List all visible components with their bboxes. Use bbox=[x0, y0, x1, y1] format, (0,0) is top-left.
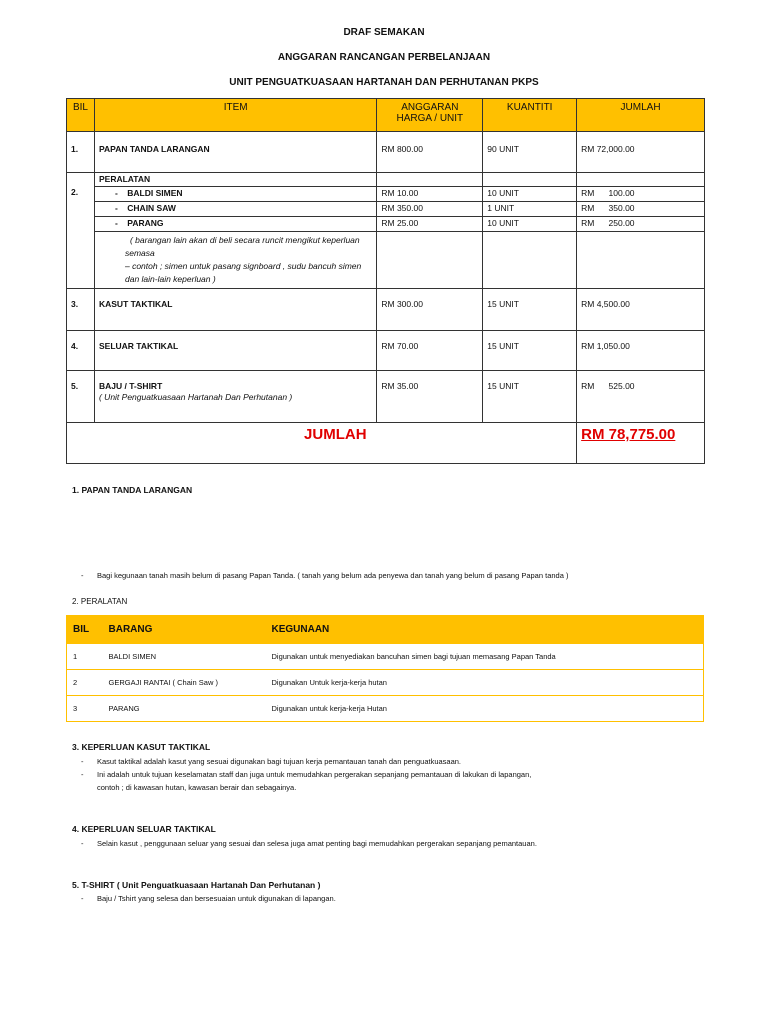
bullet-dash: - bbox=[114, 188, 118, 198]
row-item: PAPAN TANDA LARANGAN bbox=[94, 132, 376, 173]
row-kuantiti: 15 UNIT bbox=[483, 331, 577, 371]
row-item: SELUAR TAKTIKAL bbox=[94, 331, 376, 371]
row-kuantiti: 90 UNIT bbox=[483, 132, 577, 173]
budget-row bbox=[67, 371, 705, 423]
header-bil: BIL bbox=[67, 99, 95, 132]
header-kegunaan: KEGUNAAN bbox=[266, 616, 704, 644]
row-item: PERALATAN bbox=[94, 173, 376, 187]
header-anggaran bbox=[377, 99, 483, 132]
cell-barang: BALDI SIMEN bbox=[103, 644, 266, 670]
row-jumlah: RM 525.00 bbox=[577, 371, 705, 423]
bullet-dash: - bbox=[81, 894, 84, 903]
header-barang: BARANG bbox=[103, 616, 266, 644]
cell-bil: 1 bbox=[67, 644, 103, 670]
bullet-dash: - bbox=[81, 770, 84, 779]
doc-subtitle: ANGGARAN RANCANGAN PERBELANJAAN bbox=[277, 52, 491, 63]
subrow-kuantiti: 10 UNIT bbox=[483, 217, 577, 232]
row-bil: 1. bbox=[67, 132, 95, 173]
section-4-bullet: - Selain kasut , penggunaan seluar yang sesuai dan selesa juga amat penting bagi memudahkan pergerakan sepanjang pemantauan. bbox=[81, 839, 537, 848]
row-harga: RM 800.00 bbox=[377, 132, 483, 173]
cell-kegunaan: Digunakan untuk menyediakan bancuhan simen bagi tujuan memasang Papan Tanda bbox=[266, 644, 704, 670]
row-item: BAJU / T-SHIRT ( Unit Penguatkuasaan Hartanah Dan Perhutanan ) bbox=[94, 371, 376, 423]
header-anggaran-line2: HARGA / UNIT bbox=[396, 113, 464, 124]
bullet-dash: - bbox=[81, 757, 84, 766]
section-1-title: 1. PAPAN TANDA LARANGAN bbox=[72, 485, 193, 495]
row-item: KASUT TAKTIKAL bbox=[94, 289, 376, 331]
row-bil: 4. bbox=[67, 331, 95, 371]
header-item: ITEM bbox=[94, 99, 376, 132]
budget-subrow bbox=[67, 187, 705, 202]
section-3-title: 3. KEPERLUAN KASUT TAKTIKAL bbox=[72, 742, 211, 752]
section-5-bullet: - Baju / Tshirt yang selesa dan bersesuaian untuk digunakan di lapangan. bbox=[81, 894, 336, 903]
row-bil: 2. bbox=[67, 173, 95, 289]
subrow-item: - BALDI SIMEN bbox=[94, 187, 376, 202]
budget-note-row bbox=[67, 232, 705, 289]
cell-bil: 2 bbox=[67, 670, 103, 696]
doc-unit-title: UNIT PENGUATKUASAAN HARTANAH DAN PERHUTANAN PKPS bbox=[229, 77, 539, 88]
section-1-bullet: - Bagi kegunaan tanah masih belum di pasang Papan Tanda. ( tanah yang belum ada penyewa dan tanah yang belum di pasang Papan tanda ) bbox=[81, 571, 569, 580]
total-row bbox=[67, 423, 705, 464]
budget-header-row bbox=[67, 99, 705, 132]
bullet-dash: - bbox=[114, 218, 118, 228]
row-jumlah: RM 72,000.00 bbox=[577, 132, 705, 173]
row-harga: RM 70.00 bbox=[377, 331, 483, 371]
budget-row bbox=[67, 331, 705, 371]
peralatan-row bbox=[67, 670, 704, 696]
peralatan-header-row bbox=[67, 616, 704, 644]
subrow-jumlah: RM 350.00 bbox=[577, 202, 705, 217]
budget-row bbox=[67, 132, 705, 173]
row-bil: 5. bbox=[67, 371, 95, 423]
cell-kegunaan: Digunakan untuk kerja-kerja Hutan bbox=[266, 696, 704, 722]
subrow-kuantiti: 1 UNIT bbox=[483, 202, 577, 217]
section-3-bullet: - Ini adalah untuk tujuan keselamatan staff dan juga untuk memudahkan pergerakan sepanjang pemantauan di lakukan di lapangan, bbox=[81, 770, 532, 779]
subrow-harga: RM 10.00 bbox=[377, 187, 483, 202]
subrow-jumlah: RM 250.00 bbox=[577, 217, 705, 232]
subrow-jumlah: RM 100.00 bbox=[577, 187, 705, 202]
section-3-bullet-cont: contoh ; di kawasan hutan, kawasan berair dan sebagainya. bbox=[97, 783, 297, 792]
total-label: JUMLAH bbox=[94, 423, 576, 464]
peralatan-note: ( barangan lain akan di beli secara runcit mengikut keperluan semasa – contoh ; simen untuk pasang signboard , sudu bancuh simen dan lain-lain keperluan ) bbox=[94, 232, 376, 289]
budget-subrow bbox=[67, 202, 705, 217]
row-jumlah: RM 4,500.00 bbox=[577, 289, 705, 331]
cell-barang: PARANG bbox=[103, 696, 266, 722]
cell-kegunaan: Digunakan Untuk kerja-kerja hutan bbox=[266, 670, 704, 696]
section-3-bullet: - Kasut taktikal adalah kasut yang sesuai digunakan bagi tujuan kerja pemantauan tanah dan penguatkuasaan. bbox=[81, 757, 462, 766]
peralatan-row bbox=[67, 644, 704, 670]
row-bil: 3. bbox=[67, 289, 95, 331]
row-jumlah: RM 1,050.00 bbox=[577, 331, 705, 371]
section-4-title: 4. KEPERLUAN SELUAR TAKTIKAL bbox=[72, 824, 216, 834]
budget-subrow bbox=[67, 217, 705, 232]
subrow-item: - CHAIN SAW bbox=[94, 202, 376, 217]
bullet-dash: - bbox=[81, 839, 84, 848]
doc-title: DRAF SEMAKAN bbox=[343, 27, 425, 38]
header-anggaran-line1: ANGGARAN bbox=[401, 102, 459, 113]
row-item-note: ( Unit Penguatkuasaan Hartanah Dan Perhutanan ) bbox=[98, 392, 293, 402]
budget-row bbox=[67, 289, 705, 331]
cell-barang: GERGAJI RANTAI ( Chain Saw ) bbox=[103, 670, 266, 696]
budget-table bbox=[66, 98, 705, 464]
budget-row bbox=[67, 173, 705, 187]
header-bil: BIL bbox=[67, 616, 103, 644]
section-2-title: 2. PERALATAN bbox=[72, 597, 128, 606]
total-value: RM 78,775.00 bbox=[577, 423, 705, 464]
peralatan-table bbox=[66, 615, 704, 722]
header-kuantiti: KUANTITI bbox=[483, 99, 577, 132]
row-harga: RM 35.00 bbox=[377, 371, 483, 423]
section-5-title: 5. T-SHIRT ( Unit Penguatkuasaan Hartanah Dan Perhutanan ) bbox=[72, 880, 321, 890]
row-kuantiti: 15 UNIT bbox=[483, 289, 577, 331]
row-harga: RM 300.00 bbox=[377, 289, 483, 331]
subrow-kuantiti: 10 UNIT bbox=[483, 187, 577, 202]
header-jumlah: JUMLAH bbox=[577, 99, 705, 132]
peralatan-row bbox=[67, 696, 704, 722]
bullet-dash: - bbox=[81, 571, 84, 580]
bullet-dash: - bbox=[114, 203, 118, 213]
cell-bil: 3 bbox=[67, 696, 103, 722]
subrow-item: - PARANG bbox=[94, 217, 376, 232]
subrow-harga: RM 350.00 bbox=[377, 202, 483, 217]
row-kuantiti: 15 UNIT bbox=[483, 371, 577, 423]
subrow-harga: RM 25.00 bbox=[377, 217, 483, 232]
